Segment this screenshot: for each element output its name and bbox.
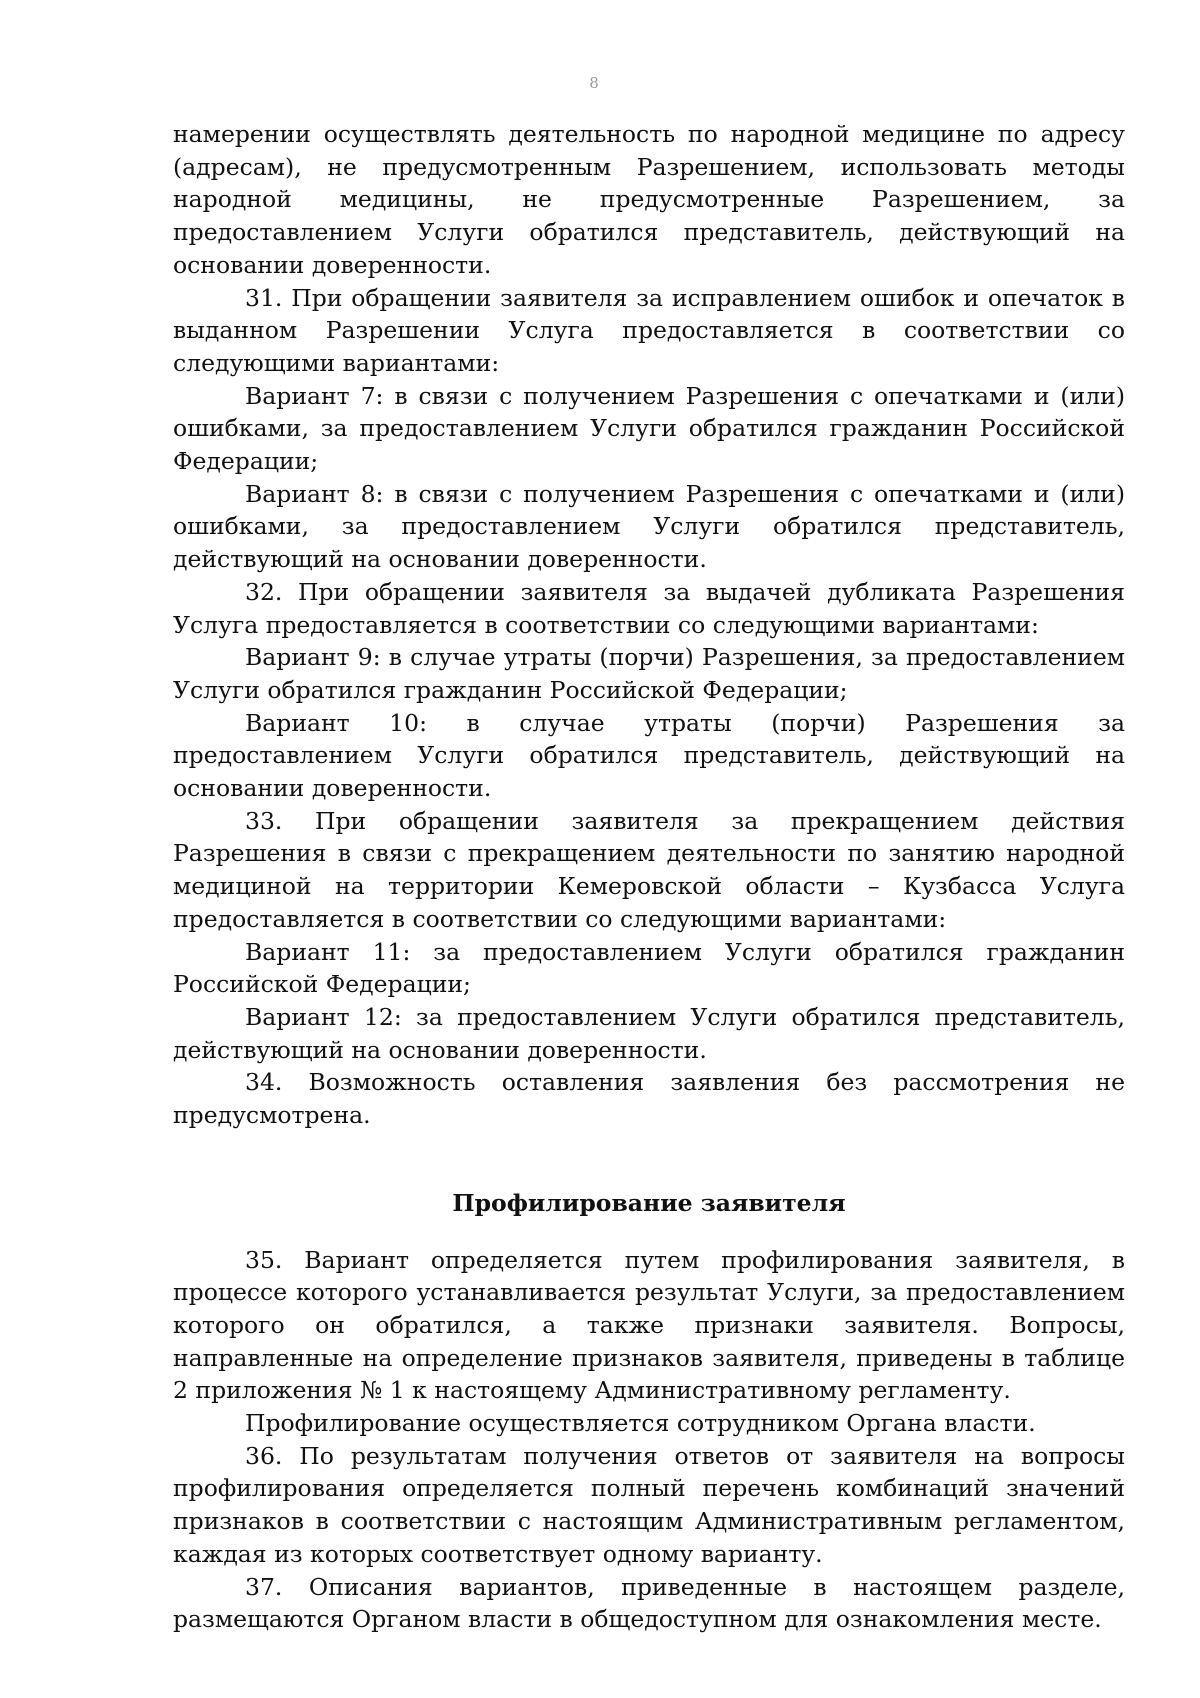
paragraph-variant-12: Вариант 12: за предоставлением Услуги обратился представитель, действующий на основании доверенности. bbox=[173, 1002, 1125, 1064]
paragraph-item-34: 34. Возможность оставления заявления без рассмотрения не предусмотрена. bbox=[173, 1068, 1125, 1130]
paragraph-continuation: намерении осуществлять деятельность по народной медицине по адресу (адресам), не предусмотренным Разрешением, использовать методы народной медицины, не предусмотренные Разрешением, за предоставлением Услуги обратился представитель, действующий на основании доверенности. bbox=[173, 120, 1125, 279]
paragraph-variant-7: Вариант 7: в связи с получением Разрешения с опечатками и (или) ошибками, за предоставлением Услуги обратился гражданин Российской Федерации; bbox=[173, 381, 1125, 476]
paragraph-item-33: 33. При обращении заявителя за прекращением действия Разрешения в связи с прекращением деятельности по занятию народной медициной на территории Кемеровской области – Кузбасса Услуга предоставляется в соответствии со следующими вариантами: bbox=[173, 806, 1125, 933]
paragraph-item-36: 36. По результатам получения ответов от заявителя на вопросы профилирования определяется полный перечень комбинаций значений признаков в соответствии с настоящим Административным регламентом, каждая из которых соответствует одному варианту. bbox=[173, 1441, 1125, 1568]
paragraph-variant-8: Вариант 8: в связи с получением Разрешения с опечатками и (или) ошибками, за предоставлением Услуги обратился представитель, действующий на основании доверенности. bbox=[173, 479, 1125, 574]
paragraph-item-35: 35. Вариант определяется путем профилирования заявителя, в процессе которого устанавливается результат Услуги, за предоставлением которого он обратился, а также признаки заявителя. Вопросы, направленные на определение признаков заявителя, приведены в таблице 2 приложения № 1 к настоящему Административному регламенту. bbox=[173, 1245, 1125, 1405]
document-body bbox=[173, 118, 1125, 1636]
paragraph-profiling-note: Профилирование осуществляется сотрудником Органа власти. bbox=[245, 1409, 1036, 1438]
paragraph-variant-11: Вариант 11: за предоставлением Услуги обратился гражданин Российской Федерации; bbox=[173, 937, 1125, 999]
paragraph-item-37: 37. Описания вариантов, приведенные в настоящем разделе, размещаются Органом власти в общедоступном для ознакомления месте. bbox=[173, 1572, 1125, 1634]
paragraph-variant-9: Вариант 9: в случае утраты (порчи) Разрешения, за предоставлением Услуги обратился гражданин Российской Федерации; bbox=[173, 643, 1125, 704]
section-heading: Профилирование заявителя bbox=[452, 1188, 846, 1217]
paragraph-item-32: 32. При обращении заявителя за выдачей дубликата Разрешения Услуга предоставляется в соответствии со следующими вариантами: bbox=[173, 577, 1125, 639]
paragraph-item-31: 31. При обращении заявителя за исправлением ошибок и опечаток в выданном Разрешении Услуга предоставляется в соответствии со следующими вариантами: bbox=[173, 283, 1125, 377]
paragraph-variant-10: Вариант 10: в случае утраты (порчи) Разрешения за предоставлением Услуги обратился представитель, действующий на основании доверенности. bbox=[173, 708, 1125, 803]
page-number: 8 bbox=[589, 74, 599, 92]
